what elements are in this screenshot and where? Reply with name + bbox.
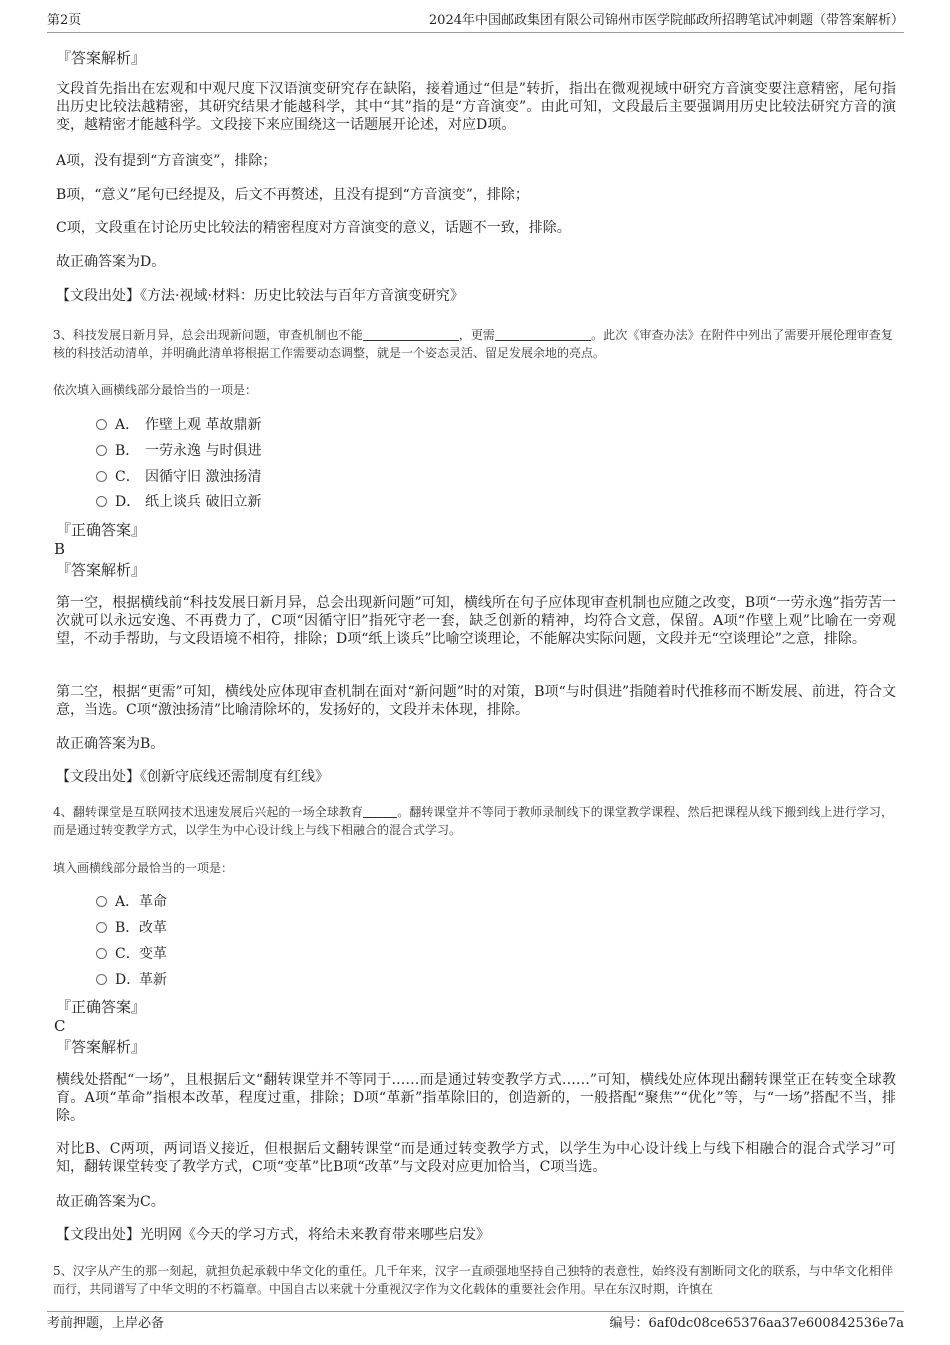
footer-slogan: 考前押题，上岸必备 xyxy=(47,1316,165,1331)
option-b[interactable]: B．改革 xyxy=(96,919,167,937)
question-4-prompt: 填入画横线部分最恰当的一项是： xyxy=(53,861,234,875)
option-d[interactable]: D． 纸上谈兵 破旧立新 xyxy=(96,493,261,511)
page-number: 第2页 xyxy=(47,13,82,28)
analysis-paragraph: 文段首先指出在宏观和中观尺度下汉语演变研究存在缺陷，接着通过“但是”转折，指出在微观视域中研究方音演变要注意精密，尾句指出历史比较法越精密，其研究结果才能越科学，其中“其”指的是“方音演变”。由此可知，文段最后主要强调用历史比较法研究方音的演变，越精密才能越科学。文段接下来应围绕这一话题展开论述，对应D项。 xyxy=(56,81,896,133)
radio-icon[interactable] xyxy=(96,496,107,507)
analysis-option-b: B项，“意义”尾句已经提及，后文不再赘述，且没有提到“方音演变”，排除； xyxy=(56,187,529,203)
document-id: 编号：6af0dc08ce65376aa37e600842536e7a xyxy=(609,1316,904,1331)
passage-source: 【文段出处】光明网《今天的学习方式，将给未来教育带来哪些启发》 xyxy=(56,1227,490,1243)
passage-source: 【文段出处】《创新守底线还需制度有红线》 xyxy=(56,769,329,785)
analysis-paragraph-1: 横线处搭配“一场”，且根据后文“翻转课堂并不等同于……而是通过转变教学方式……”可知，横线处应体现出翻转课堂正在转变全球教育。A项“革命”指根本改革，程度过重，排除；D项“革新”指革除旧的，创造新的，一般搭配“聚焦”“优化”等，与“一场”搭配不当，排除。 xyxy=(56,1072,896,1124)
radio-icon[interactable] xyxy=(96,471,107,482)
analysis-paragraph-2: 对比B、C两项，两词语义接近，但根据后文翻转课堂“而是通过转变教学方式，以学生为中心设计线上与线下相融合的混合式学习”可知，翻转课堂转变了教学方式，C项“变革”比B项“改革”与文段对应更加恰当，C项当选。 xyxy=(56,1141,896,1175)
correct-answer-heading: 『正确答案』 xyxy=(56,998,147,1016)
blank-1 xyxy=(363,804,397,818)
option-c[interactable]: C． 因循守旧 激浊扬清 xyxy=(96,468,261,486)
analysis-paragraph-2: 第二空，根据“更需”可知，横线处应体现审查机制在面对“新问题”时的对策，B项“与时俱进”指随着时代推移而不断发展、前进，符合文意，当选。C项“激浊扬清”比喻清除坏的，发扬好的，文段并未体现，排除。 xyxy=(56,684,896,718)
blank-2 xyxy=(495,327,591,341)
analysis-heading: 『答案解析』 xyxy=(56,561,147,579)
radio-icon[interactable] xyxy=(96,948,107,959)
page-header xyxy=(47,12,904,33)
correct-answer-heading: 『正确答案』 xyxy=(56,521,147,539)
conclusion: 故正确答案为D。 xyxy=(56,254,166,270)
option-b[interactable]: B． 一劳永逸 与时俱进 xyxy=(96,442,261,460)
option-a[interactable]: A．革命 xyxy=(96,893,167,911)
correct-answer: B xyxy=(54,540,66,558)
analysis-option-a: A项，没有提到“方音演变”，排除； xyxy=(56,153,277,169)
passage-source: 【文段出处】《方法·视域·材料：历史比较法与百年方音演变研究》 xyxy=(56,288,464,304)
radio-icon[interactable] xyxy=(96,896,107,907)
page-footer xyxy=(47,1311,904,1334)
question-4-stem: 4、翻转课堂是互联网技术迅速发展后兴起的一场全球教育 。翻转课堂并不等同于教师录制线下的课堂教学课程、然后把课程从线下搬到线上进行学习，而是通过转变教学方式，以学生为中心设计线上与线下相融合的混合式学习。 xyxy=(53,805,893,837)
correct-answer: C xyxy=(54,1017,66,1035)
option-c[interactable]: C．变革 xyxy=(96,945,167,963)
radio-icon[interactable] xyxy=(96,419,107,430)
analysis-heading: 『答案解析』 xyxy=(56,49,147,67)
radio-icon[interactable] xyxy=(96,922,107,933)
analysis-heading: 『答案解析』 xyxy=(56,1038,147,1056)
radio-icon[interactable] xyxy=(96,974,107,985)
option-a[interactable]: A． 作壁上观 革故鼎新 xyxy=(96,416,261,434)
document-title: 2024年中国邮政集团有限公司锦州市医学院邮政所招聘笔试冲刺题（带答案解析） xyxy=(428,13,904,28)
blank-1 xyxy=(363,327,459,341)
option-d[interactable]: D．革新 xyxy=(96,971,167,989)
question-5-stem: 5、汉字从产生的那一刻起，就担负起承载中华文化的重任。几千年来，汉字一直顽强地坚持自己独特的表意性，始终没有割断同文化的联系，与中华文化相伴而行，共同谱写了中华文明的不朽篇章。中国自古以来就十分重视汉字作为文化载体的重要社会作用。早在东汉时期，许慎在 xyxy=(53,1264,893,1296)
question-3-stem: 3、科技发展日新月异，总会出现新问题，审查机制也不能 ，更需 。此次《审查办法》在附件中列出了需要开展伦理审查复核的科技活动清单，并明确此清单将根据工作需要动态调整，就是一个姿态灵活、留足发展余地的亮点。 xyxy=(53,328,893,360)
question-3-prompt: 依次填入画横线部分最恰当的一项是： xyxy=(53,383,258,397)
conclusion: 故正确答案为C。 xyxy=(56,1194,165,1210)
analysis-paragraph-1: 第一空，根据横线前“科技发展日新月异，总会出现新问题”可知，横线所在句子应体现审查机制也应随之改变，B项“一劳永逸”指劳苦一次就可以永远安逸、不再费力了，C项“因循守旧”指死守老一套，缺乏创新的精神，均符合文意，保留。A项“作壁上观”比喻在一旁观望，不动手帮助，与文段语境不相符，排除；D项“纸上谈兵”比喻空谈理论，不能解决实际问题，文段并无“空谈理论”之意，排除。 xyxy=(56,595,896,647)
analysis-option-c: C项，文段重在讨论历史比较法的精密程度对方音演变的意义，话题不一致，排除。 xyxy=(56,220,571,236)
conclusion: 故正确答案为B。 xyxy=(56,736,165,752)
radio-icon[interactable] xyxy=(96,445,107,456)
